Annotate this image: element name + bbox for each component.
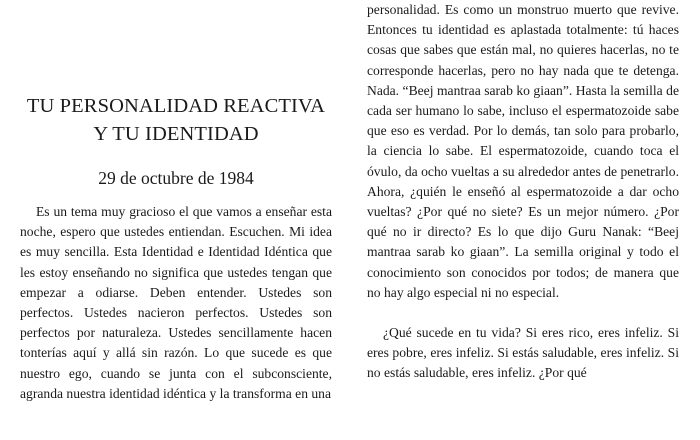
right-page (367, 0, 679, 384)
right-paragraph-1: personalidad. Es como un monstruo muerto que revive. Entonces tu identidad es aplastada totalmente: tú haces cosas que sabes que están mal, no quieres hacerlas, no te corresponde hacerlas, pero no hay nada que te detenga. Nada. “Beej mantraa sarab ko giaan”. Hasta la semilla de cada ser humano lo sabe, incluso el espermatozoide sabe que eso es verdad. Por lo demás, tan solo para probarlo, la ciencia lo sabe. El espermatozoide, cuando toca el óvulo, da ocho vueltas a su alrededor antes de penetrarlo. Ahora, ¿quién le enseñó al espermatozoide a dar ocho vueltas? ¿Por qué no siete? Es un mejor número. ¿Por qué no ir directo? Es lo que dijo Guru Nanak: “Beej mantraa sarab ko giaan”. La semilla original y todo el conocimiento son conocidos por todos; de manera que no hay algo especial ni no especial. (367, 2, 679, 300)
left-page (20, 0, 332, 404)
chapter-title (20, 0, 332, 148)
left-paragraph: Es un tema muy gracioso el que vamos a enseñar esta noche, espero que ustedes entiendan. Escuchen. Mi idea es muy sencilla. Esta Identidad e Identidad Idéntica que les estoy enseñando no significa que ustedes tengan que empezar a odiarse. Deben entender. Ustedes son perfectos. Ustedes nacieron perfectos. Ustedes son perfectos por naturaleza. Ustedes sencillamente hacen tonterías aquí y allá sin razón. Lo que sucede es que nuestro ego, cuando se junta con el subconsciente, agranda nuestra identidad idéntica y la transforma en una (20, 204, 332, 401)
right-paragraph-2: ¿Qué sucede en tu vida? Si eres rico, eres infeliz. Si eres pobre, eres infeliz. Si estás saludable, eres infeliz. Si no estás saludable, eres infeliz. ¿Por qué (367, 325, 679, 381)
chapter-date: 29 de octubre de 1984 (98, 168, 254, 188)
chapter-title-line-2: Y TU IDENTIDAD (93, 123, 259, 145)
chapter-title-line-1: TU PERSONALIDAD REACTIVA (26, 95, 326, 117)
